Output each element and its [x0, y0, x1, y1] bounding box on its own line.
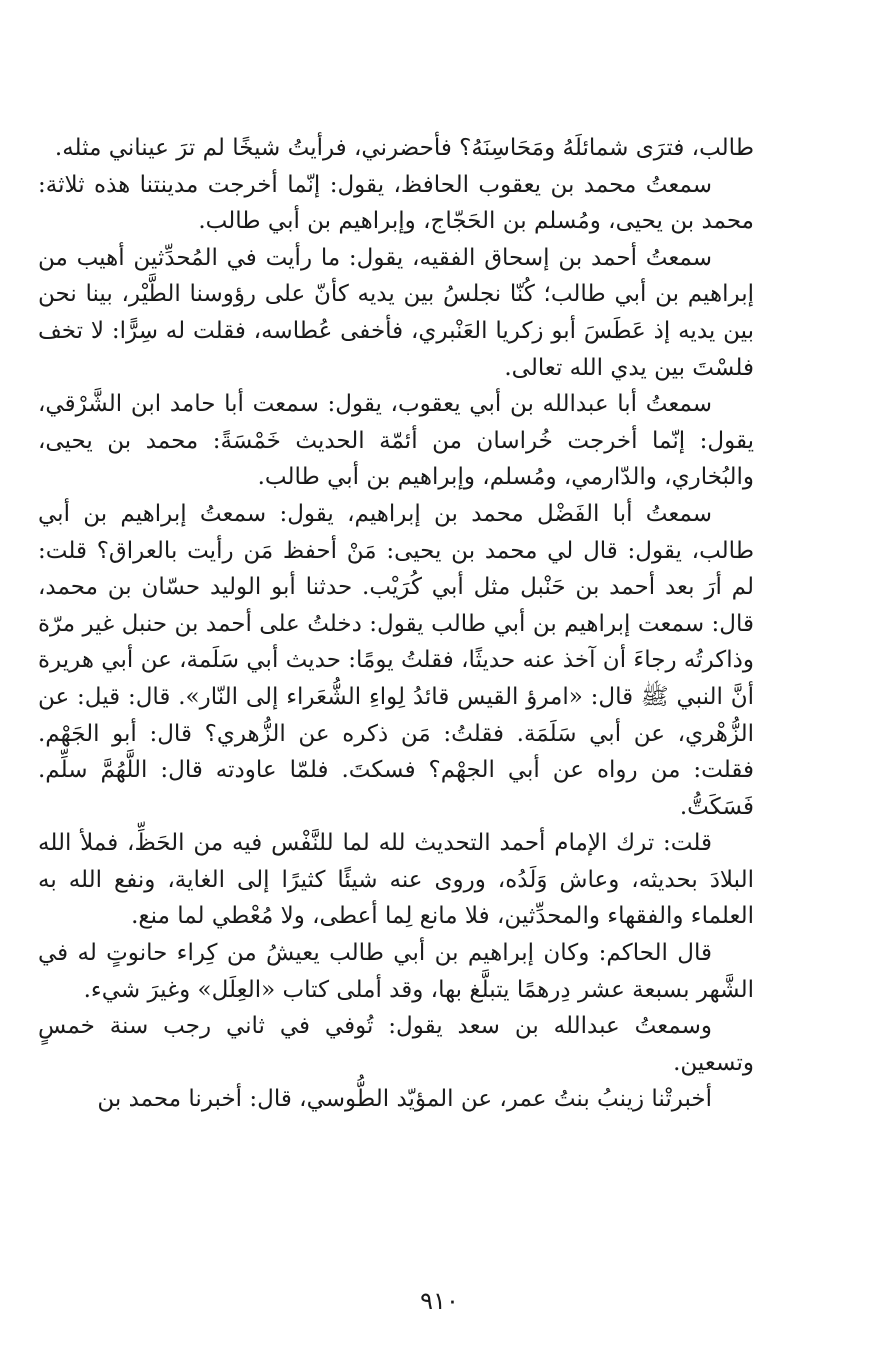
paragraph: أخبرتْنا زينبُ بنتُ عمر، عن المؤيّد الطُّوسي، قال: أخبرنا محمد بن [97, 1086, 712, 1113]
body-text [38, 130, 754, 1118]
paragraph: سمعتُ أبا عبدالله بن أبي يعقوب، يقول: سمعت أبا حامد ابن الشَّرْقي، يقول: إنّما أخرجت خُراسان من أئمّة الحديث خَمْسَةً: محمد بن يحيى، والبُخاري، والدّارمي، ومُسلم، وإبراهيم بن أبي طالب. [38, 391, 754, 491]
paragraph: سمعتُ أبا الفَضْل محمد بن إبراهيم، يقول: سمعتُ إبراهيم بن أبي طالب، يقول: قال لي محمد بن يحيى: مَنْ أحفظ مَن رأيت بالعراق؟ قلت: لم أرَ بعد أحمد بن حَنْبل مثل أبي كُرَيْب. حدثنا أبو الوليد حسّان بن محمد، قال: سمعت إبراهيم بن أبي طالب يقول: دخلتُ على أحمد بن حنبل غير مرّة وذاكرتُه رجاءَ أن آخذ عنه حديثًا، فقلتُ يومًا: حديث أبي سَلَمة، عن أبي هريرة أنَّ النبي ﷺ قال: «امرؤ القيس قائدُ لِواءِ الشُّعَراء إلى النّار». قال: قيل: عن الزُّهْري، عن أبي سَلَمَة. فقلتُ: مَن ذكره عن الزُّهري؟ قال: أبو الجَهْم. فقلت: من رواه عن أبي الجهْم؟ فسكتَ. فلمّا عاودته قال: اللَّهُمَّ سلِّم. فَسَكَتُّ. [38, 500, 754, 820]
paragraph: سمعتُ أحمد بن إسحاق الفقيه، يقول: ما رأيت في المُحدِّثين أهيب من إبراهيم بن أبي طالب؛ كُنّا نجلسُ بين يديه كأنّ على رؤوسنا الطَّيْر، بينا نحن بين يديه إذ عَطَسَ أبو زكريا العَنْبري، فأخفى عُطاسه، فقلت له سِرًّا: لا تخف فلسْتَ بين يدي الله تعالى. [38, 244, 754, 381]
paragraph: سمعتُ محمد بن يعقوب الحافظ، يقول: إنّما أخرجت مدينتنا هذه ثلاثة: محمد بن يحيى، ومُسلم بن الحَجّاج، وإبراهيم بن أبي طالب. [38, 171, 754, 235]
paragraph: قال الحاكم: وكان إبراهيم بن أبي طالب يعيشُ من كِراء حانوتٍ له في الشَّهر بسبعة عشر دِرهمًا يتبلَّغ بها، وقد أملى كتاب «العِلَل» وغيرَ شيء. [38, 940, 754, 1003]
paragraph: طالب، فترَى شمائلَهُ ومَحَاسِنَهُ؟ فأحضرني، فرأيتُ شيخًا لم ترَ عيناني مثله. [54, 135, 754, 161]
paragraph: قلت: ترك الإمام أحمد التحديث لله لما للنَّفْس فيه من الحَظِّ، فملأ الله البلادَ بحديثه، وعاش وَلَدُه، وروى عنه شيئًا كثيرًا إلى الغاية، ونفع الله به العلماء والفقهاء والمحدِّثين، فلا مانع لِما أعطى، ولا مُعْطي لما منع. [38, 830, 754, 930]
paragraph: وسمعتُ عبدالله بن سعد يقول: تُوفي في ثاني رجب سنة خمسٍ وتسعين. [38, 1013, 754, 1076]
page-number: ٩١٠ [420, 1287, 459, 1315]
